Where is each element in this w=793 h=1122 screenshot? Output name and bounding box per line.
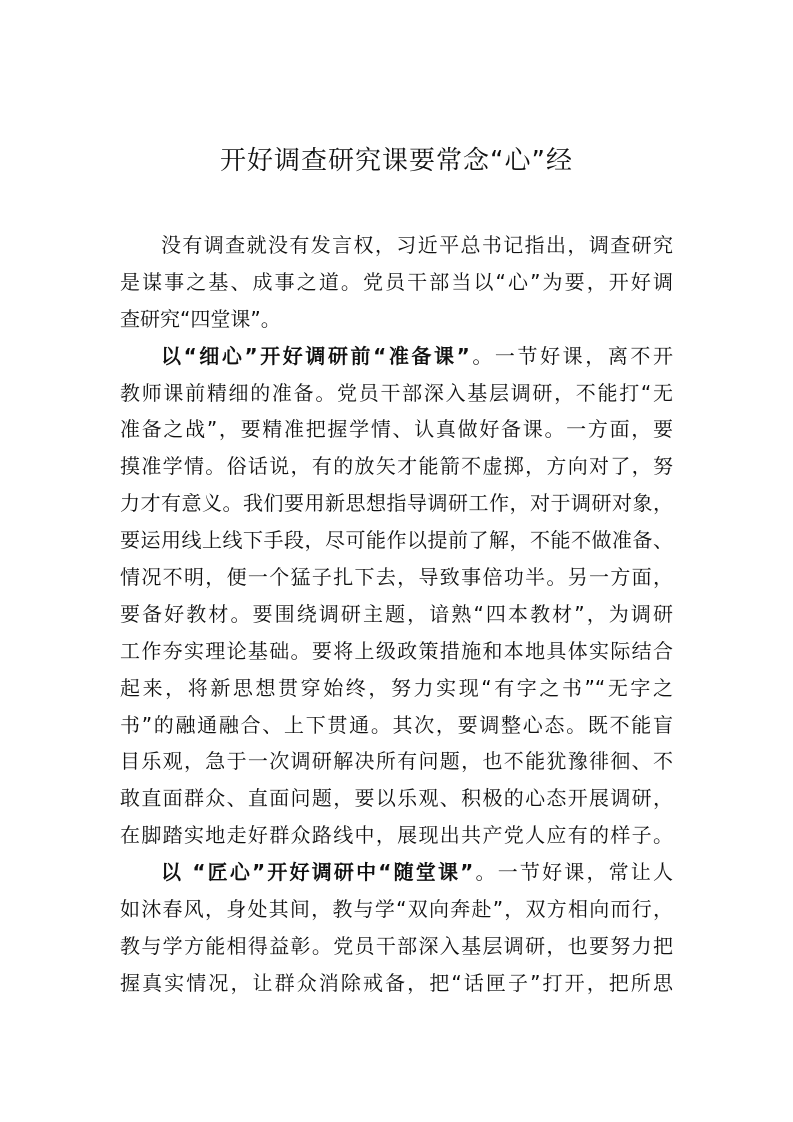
text-line <box>120 817 673 854</box>
text-line <box>120 928 673 965</box>
line-text: 准备之战”，要精准把握学情、认真做好备课。一方面，要 <box>120 417 673 442</box>
line-text: 查研究“四堂课”。 <box>120 306 281 331</box>
text-line <box>120 965 673 1002</box>
text-line <box>120 707 673 744</box>
line-text: 敢直面群众、直面问题，要以乐观、积极的心态开展调研， <box>120 786 673 811</box>
text-line <box>120 854 673 891</box>
text-line <box>120 301 673 338</box>
line-text: 如沐春风，身处其间，教与学“双向奔赴”，双方相向而行， <box>120 897 673 922</box>
line-text: 。一节好课，离不开 <box>469 343 674 368</box>
text-line <box>120 743 673 780</box>
text-line <box>120 633 673 670</box>
line-text: 是谋事之基、成事之道。党员干部当以“心”为要，开好调 <box>120 269 673 294</box>
text-line <box>120 338 673 375</box>
paragraph <box>120 854 673 1002</box>
text-line <box>120 522 673 559</box>
text-line <box>120 448 673 485</box>
section-heading: 以 “匠心”开好调研中“随堂课” <box>161 860 474 885</box>
line-text: 握真实情况，让群众消除戒备，把“话匣子”打开，把所思 <box>120 970 673 995</box>
text-line <box>120 670 673 707</box>
text-line <box>120 485 673 522</box>
section-heading: 以“细心”开好调研前“准备课” <box>161 343 470 368</box>
text-line <box>120 559 673 596</box>
line-text: 起来，将新思想贯穿始终，努力实现“有字之书”“无字之 <box>120 675 673 700</box>
line-text: 摸准学情。俗话说，有的放矢才能箭不虚掷，方向对了，努 <box>120 454 673 479</box>
line-text: 目乐观，急于一次调研解决所有问题，也不能犹豫徘徊、不 <box>120 749 673 774</box>
paragraph <box>120 338 673 854</box>
text-line <box>120 411 673 448</box>
line-text: 要备好教材。要围绕调研主题，谙熟“四本教材”，为调研 <box>120 601 673 626</box>
text-line <box>120 264 673 301</box>
document-title: 开好调查研究课要常念“心”经 <box>220 146 573 176</box>
line-text: 教与学方能相得益彰。党员干部深入基层调研，也要努力把 <box>120 933 673 958</box>
line-text: 工作夯实理论基础。要将上级政策措施和本地具体实际结合 <box>120 638 673 663</box>
line-text: 力才有意义。我们要用新思想指导调研工作，对于调研对象， <box>120 491 673 516</box>
line-text: 在脚踏实地走好群众路线中，展现出共产党人应有的样子。 <box>120 823 673 848</box>
text-line <box>120 227 673 264</box>
paragraph <box>120 227 673 338</box>
line-text: 教师课前精细的准备。党员干部深入基层调研，不能打“无 <box>120 380 673 405</box>
line-text: 要运用线上线下手段，尽可能作以提前了解，不能不做准备、 <box>120 528 673 553</box>
text-line <box>120 891 673 928</box>
text-line <box>120 375 673 412</box>
line-text: 。一节好课，常让人 <box>473 860 673 885</box>
document-body <box>120 227 673 1002</box>
line-text: 没有调查就没有发言权，习近平总书记指出，调查研究 <box>161 233 673 257</box>
text-line <box>120 596 673 633</box>
line-text: 书”的融通融合、上下贯通。其次，要调整心态。既不能盲 <box>120 712 673 737</box>
text-line <box>120 780 673 817</box>
line-text: 情况不明，便一个猛子扎下去，导致事倍功半。另一方面， <box>120 565 673 590</box>
